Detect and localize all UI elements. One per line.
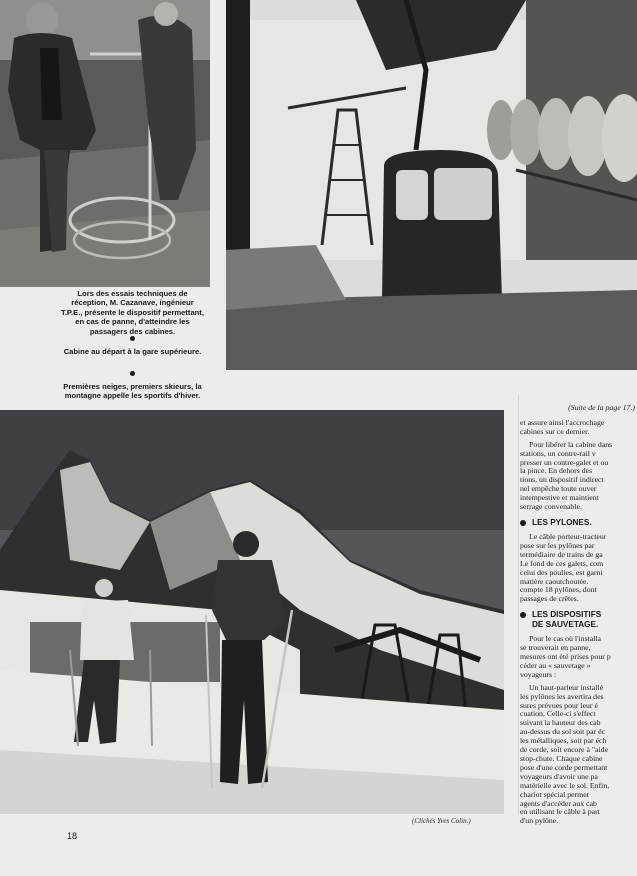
text-line: suivant la hauteur des cab [520,718,601,728]
bullet-icon [520,520,526,526]
paragraph [520,419,637,437]
text-line: la pince. En dehors des [520,466,593,476]
caption-bullet [130,371,135,376]
text-line: cabines sur ce dernier. [520,426,590,436]
text-line: Le câble porteur-tracteur [529,531,607,541]
text-line: au-dessus du sol soit par éc [520,727,606,737]
text-line: en utilisant le câble à part [520,807,600,817]
page-number: 18 [67,831,78,841]
text-line: pose d'une corde permettant [520,762,608,772]
article-column [520,404,637,830]
caption-engineer: Lors des essais techniques de réception, M. Cazanave, ingénieur T.P.E., présente le dispositif permettant, en cas de panne, d'atteindre les passagers des cabines. [61,289,204,336]
text-line: et assure ainsi l'accrochage [520,417,605,427]
text-line: Un haut-parleur installé [529,682,604,692]
photo-cabin-upper-station [226,0,637,370]
text-line: sures prévues pour leur é [520,700,598,710]
paragraph [520,635,637,680]
text-line: pose sur les pylônes par [520,540,595,550]
bullet-icon [520,612,526,618]
paragraph [520,533,637,604]
text-line: stations, un contre-rail v [520,448,596,458]
text-line: stop-chute. Chaque cabine [520,754,603,763]
text-line: agents d'accéder aux cab [520,798,597,808]
photo-credit: (Clichés Yves Colin.) [412,817,471,825]
text-line: compte 18 pylônes, dont [520,585,597,595]
paragraph [520,684,637,827]
text-line: mesures ont été prises pour p [520,652,611,662]
photo-engineer-rescue-device [0,0,210,287]
text-line: nel empêche toute ouver [520,484,597,494]
paragraph [520,441,637,512]
text-line: Le fond de ces galets, com [520,558,604,568]
text-line: voyageurs : [520,669,557,679]
photo-skiers-mountains [0,410,504,814]
text-line: de corde, soit encore à "aide [520,745,609,755]
text-line: presser un contre-galet et ou [520,457,609,467]
text-line: matérielle avec le sol. Enfin, [520,780,610,790]
text-line: celui des poulies, est garni [520,567,603,577]
text-line: voyageurs d'avoir une pa [520,771,598,781]
text-line: les pylônes les avertira des [520,691,604,701]
text-line: Pour le cas où l'installa [529,634,601,644]
caption-skiers: Premières neiges, premiers skieurs, la montagne appelle les sportifs d'hiver. [63,382,202,401]
text-line: Pour libérer la cabine dans [529,439,613,449]
text-line: d'un pylône. [520,816,559,826]
text-line: matière caoutchoutée. [520,576,589,586]
text-line: chariot spécial permet [520,789,589,799]
text-line: passages de crêtes. [520,594,579,604]
text-line: serrage convenable. [520,502,582,512]
text-line: cuation. Celle-ci s'effect [520,709,596,719]
section-heading-pylones: LES PYLONES. [520,518,637,528]
text-line: les métalliques, soit par éch [520,736,607,746]
text-line: se trouverait en panne, [520,643,591,653]
continued-from: (Suite de la page 17.) [568,404,635,412]
caption-cabin: Cabine au départ à la gare supérieure. [63,347,202,356]
section-heading-sauvetage: LES DISPOSITIFS DE SAUVETAGE. [520,610,637,630]
text-line: termédiaire de trains de ga [520,549,603,559]
caption-bullet [130,336,135,341]
text-line: intempestive et maintient [520,493,599,503]
text-line: tions, un dispositif indirect [520,475,604,485]
page-fold [518,395,519,815]
text-line: céder au « sauvetage » [520,660,591,670]
